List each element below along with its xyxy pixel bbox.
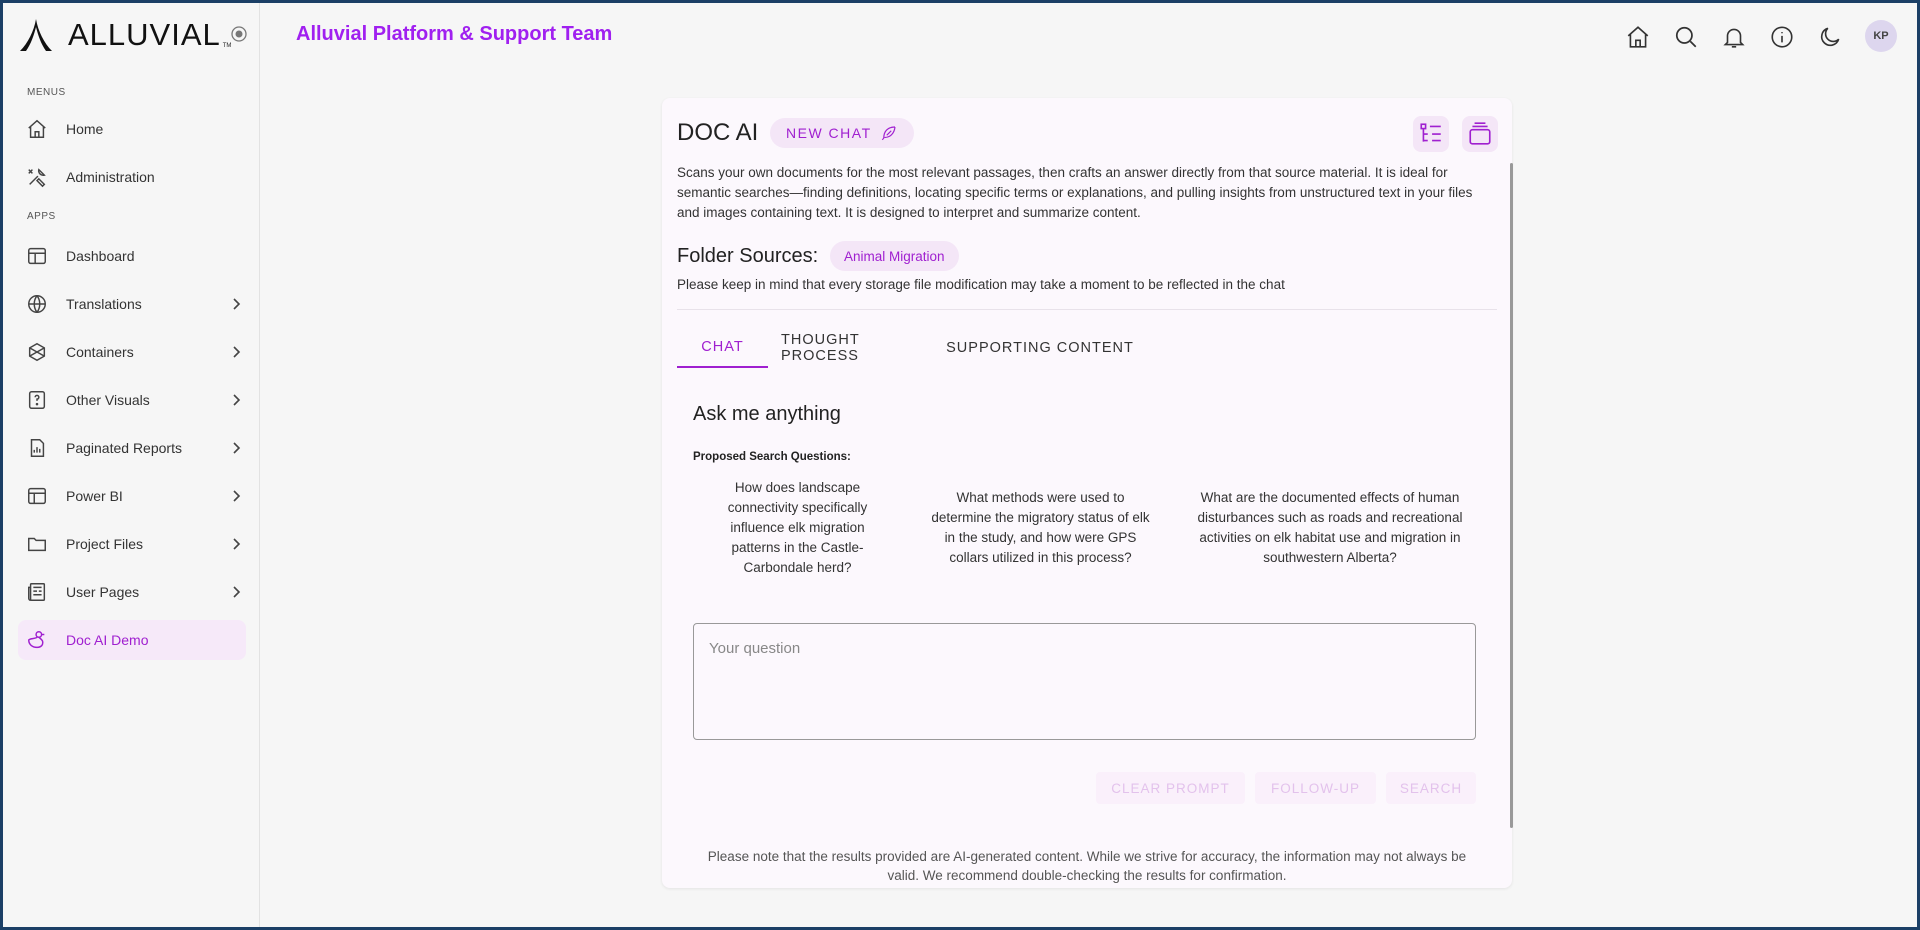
proposed-questions-label: Proposed Search Questions: bbox=[693, 451, 851, 463]
home-icon bbox=[26, 118, 48, 140]
chevron-right-icon bbox=[228, 392, 244, 408]
tab-chat[interactable]: CHAT bbox=[677, 328, 768, 368]
question-input[interactable] bbox=[693, 623, 1476, 740]
sidebar-item-label: Doc AI Demo bbox=[66, 632, 149, 648]
sidebar-item-label: User Pages bbox=[66, 584, 140, 600]
chevron-right-icon bbox=[228, 584, 244, 600]
question-square-icon bbox=[26, 389, 48, 411]
brand-name: ALLUVIAL bbox=[68, 17, 221, 52]
list-tree-icon bbox=[1418, 121, 1444, 147]
feather-icon bbox=[880, 124, 898, 142]
card-scrollbar[interactable] bbox=[1510, 163, 1513, 828]
page-title: Alluvial Platform & Support Team bbox=[296, 23, 613, 45]
follow-up-button[interactable]: FOLLOW-UP bbox=[1255, 772, 1376, 804]
ai-disclaimer: Please note that the results provided are AI-generated content. While we strive for accuracy, the information may not always be valid. We recommend double-checking the results for confirmation. bbox=[707, 849, 1467, 883]
moon-icon[interactable] bbox=[1817, 24, 1843, 50]
home-icon[interactable] bbox=[1625, 24, 1651, 50]
search-icon[interactable] bbox=[1673, 24, 1699, 50]
sidebar-item-label: Power BI bbox=[66, 488, 123, 504]
sidebar-item-user-pages[interactable] bbox=[18, 572, 246, 612]
storage-note: Please keep in mind that every storage file modification may take a moment to be reflected in the chat bbox=[677, 277, 1285, 292]
card-description: Scans your own documents for the most relevant passages, then crafts an answer directly from that source material. It is ideal for semantic searches—finding definitions, locating specific terms or explanations, and pulling insights from unstructured text in your files and images containing text. It is designed to interpret and summarize content. bbox=[677, 165, 1473, 220]
proposed-question[interactable]: What are the documented effects of human disturbances such as roads and recreational activities on elk habitat use and migration in southwestern Alberta? bbox=[1197, 490, 1463, 565]
history-panel-button[interactable] bbox=[1462, 116, 1498, 152]
sidebar-item-label: Project Files bbox=[66, 536, 144, 552]
hexagon-icon bbox=[26, 341, 48, 363]
sidebar-item-home[interactable] bbox=[18, 109, 246, 149]
divider bbox=[677, 309, 1497, 310]
chevron-right-icon bbox=[228, 536, 244, 552]
tab-supporting-content[interactable]: SUPPORTING CONTENT bbox=[946, 340, 1134, 356]
apps-section-label: APPS bbox=[27, 211, 56, 222]
chevron-right-icon bbox=[228, 344, 244, 360]
sidebar-item-project-files[interactable] bbox=[18, 524, 246, 564]
app-window bbox=[3, 3, 1917, 927]
clear-prompt-button[interactable]: CLEAR PROMPT bbox=[1096, 772, 1245, 804]
info-icon[interactable] bbox=[1769, 24, 1795, 50]
bell-icon[interactable] bbox=[1721, 24, 1747, 50]
sidebar-item-translations[interactable] bbox=[18, 284, 246, 324]
chevron-right-icon bbox=[228, 440, 244, 456]
folder-icon bbox=[26, 533, 48, 555]
doc-ai-card bbox=[662, 98, 1512, 888]
sidebar-item-administration[interactable] bbox=[18, 157, 246, 197]
alluvial-logo-icon bbox=[18, 17, 54, 53]
sidebar-item-label: Home bbox=[66, 121, 104, 137]
sidebar-item-containers[interactable] bbox=[18, 332, 246, 372]
globe-icon bbox=[26, 293, 48, 315]
new-chat-label: NEW CHAT bbox=[786, 125, 872, 141]
card-title: DOC AI bbox=[677, 119, 759, 146]
sidebar-item-doc-ai-demo[interactable] bbox=[18, 620, 246, 660]
search-button[interactable]: SEARCH bbox=[1386, 772, 1476, 804]
brand-tm: TM bbox=[222, 43, 232, 49]
sidebar-item-dashboard[interactable] bbox=[18, 236, 246, 276]
table-layout-icon bbox=[26, 485, 48, 507]
sidebar-pin-icon[interactable] bbox=[231, 26, 247, 42]
news-icon bbox=[26, 581, 48, 603]
avatar[interactable]: KP bbox=[1865, 20, 1897, 52]
chevron-right-icon bbox=[228, 296, 244, 312]
layout-icon bbox=[26, 245, 48, 267]
sidebar-item-label: Translations bbox=[66, 296, 142, 312]
hierarchy-view-button[interactable] bbox=[1413, 116, 1449, 152]
sidebar-item-label: Containers bbox=[66, 344, 134, 360]
chevron-right-icon bbox=[228, 488, 244, 504]
stack-icon bbox=[1467, 121, 1493, 147]
folder-sources-label: Folder Sources: bbox=[677, 245, 819, 267]
proposed-question[interactable]: How does landscape connectivity specifically influence elk migration patterns in the Castle-Carbondale herd? bbox=[727, 480, 868, 575]
tools-icon bbox=[26, 166, 48, 188]
brand-logo[interactable] bbox=[18, 17, 231, 53]
sidebar-item-other-visuals[interactable] bbox=[18, 380, 246, 420]
duck-icon bbox=[26, 629, 48, 651]
sidebar-item-paginated-reports[interactable] bbox=[18, 428, 246, 468]
ask-heading: Ask me anything bbox=[693, 403, 841, 425]
new-chat-button[interactable] bbox=[770, 118, 914, 148]
sidebar-item-label: Administration bbox=[66, 169, 155, 185]
sidebar-item-power-bi[interactable] bbox=[18, 476, 246, 516]
sidebar-item-label: Dashboard bbox=[66, 248, 135, 264]
sidebar bbox=[3, 3, 260, 927]
menus-section-label: MENUS bbox=[27, 87, 66, 98]
sidebar-item-label: Other Visuals bbox=[66, 392, 150, 408]
folder-source-chip[interactable]: Animal Migration bbox=[830, 241, 959, 271]
tab-thought-process[interactable]: THOUGHT PROCESS bbox=[781, 332, 860, 364]
proposed-question[interactable]: What methods were used to determine the migratory status of elk in the study, and how were GPS collars utilized in this process? bbox=[931, 490, 1150, 565]
report-icon bbox=[26, 437, 48, 459]
sidebar-item-label: Paginated Reports bbox=[66, 440, 182, 456]
